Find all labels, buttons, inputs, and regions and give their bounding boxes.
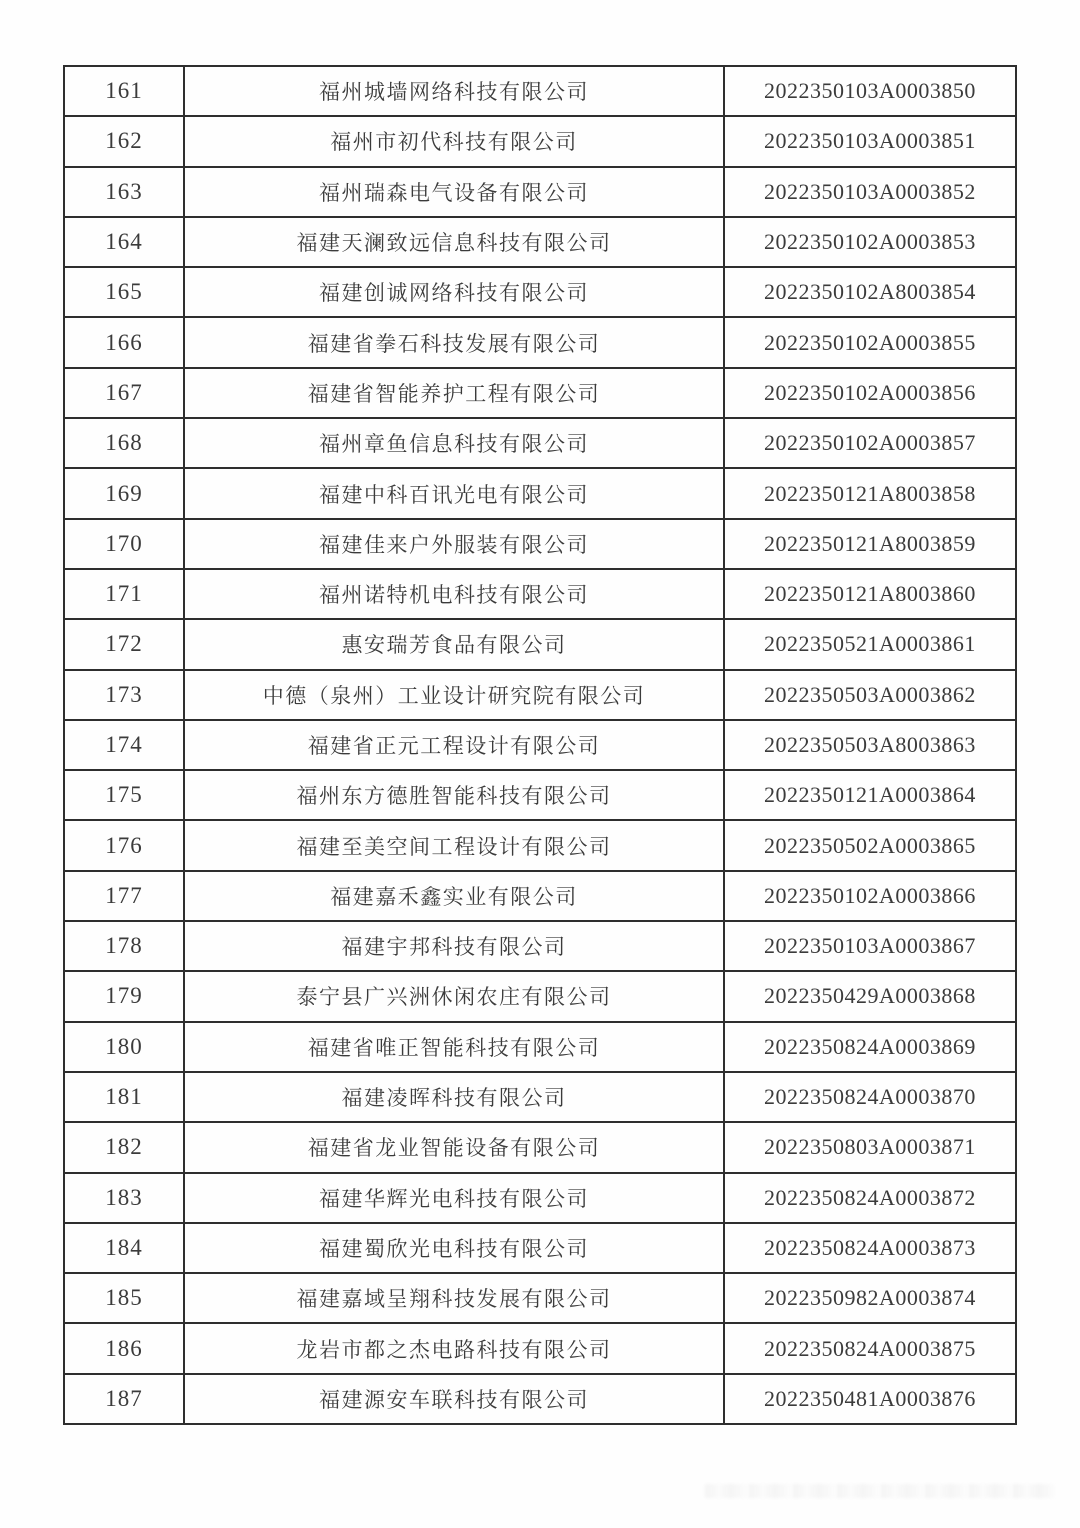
company-name-cell: 福建省智能养护工程有限公司: [184, 368, 724, 418]
company-name-cell: 福建天澜致远信息科技有限公司: [184, 217, 724, 267]
row-number-cell: 186: [64, 1323, 184, 1373]
company-name-cell: 福州市初代科技有限公司: [184, 116, 724, 166]
table-row: [64, 368, 1016, 418]
table-row: [64, 217, 1016, 267]
registration-code-cell: 2022350824A0003870: [724, 1072, 1016, 1122]
row-number-cell: 184: [64, 1223, 184, 1273]
row-number-cell: 182: [64, 1122, 184, 1172]
company-name-cell: 福建至美空间工程设计有限公司: [184, 820, 724, 870]
company-name-cell: 福州诺特机电科技有限公司: [184, 569, 724, 619]
company-name-cell: 福建凌晖科技有限公司: [184, 1072, 724, 1122]
table-row: [64, 1072, 1016, 1122]
registration-code-cell: 2022350824A0003873: [724, 1223, 1016, 1273]
row-number-cell: 187: [64, 1374, 184, 1424]
company-name-cell: 福建省龙业智能设备有限公司: [184, 1122, 724, 1172]
registration-code-cell: 2022350121A8003858: [724, 468, 1016, 518]
row-number-cell: 179: [64, 971, 184, 1021]
registration-code-cell: 2022350102A0003866: [724, 871, 1016, 921]
registration-code-cell: 2022350521A0003861: [724, 619, 1016, 669]
company-name-cell: 龙岩市都之杰电路科技有限公司: [184, 1323, 724, 1373]
company-name-cell: 福建省唯正智能科技有限公司: [184, 1022, 724, 1072]
row-number-cell: 185: [64, 1273, 184, 1323]
registration-code-cell: 2022350803A0003871: [724, 1122, 1016, 1172]
company-name-cell: 福建源安车联科技有限公司: [184, 1374, 724, 1424]
table-row: [64, 820, 1016, 870]
table-row: [64, 770, 1016, 820]
row-number-cell: 174: [64, 720, 184, 770]
company-name-cell: 中德（泉州）工业设计研究院有限公司: [184, 670, 724, 720]
registration-code-cell: 2022350824A0003872: [724, 1173, 1016, 1223]
registration-code-cell: 2022350502A0003865: [724, 820, 1016, 870]
row-number-cell: 171: [64, 569, 184, 619]
row-number-cell: 169: [64, 468, 184, 518]
registration-code-cell: 2022350121A8003859: [724, 519, 1016, 569]
company-name-cell: 福州城墙网络科技有限公司: [184, 66, 724, 116]
row-number-cell: 167: [64, 368, 184, 418]
registration-code-cell: 2022350824A0003869: [724, 1022, 1016, 1072]
table-row: [64, 720, 1016, 770]
company-name-cell: 福州东方德胜智能科技有限公司: [184, 770, 724, 820]
registration-code-cell: 2022350103A0003850: [724, 66, 1016, 116]
table-row: [64, 1122, 1016, 1172]
company-list-table: [63, 65, 1017, 1425]
registration-code-cell: 2022350121A8003860: [724, 569, 1016, 619]
table-row: [64, 468, 1016, 518]
company-name-cell: 福建嘉域呈翔科技发展有限公司: [184, 1273, 724, 1323]
faint-watermark: [705, 1484, 1055, 1498]
company-name-cell: 福建宇邦科技有限公司: [184, 921, 724, 971]
company-name-cell: 福建佳来户外服装有限公司: [184, 519, 724, 569]
company-name-cell: 福建省正元工程设计有限公司: [184, 720, 724, 770]
table-row: [64, 569, 1016, 619]
row-number-cell: 178: [64, 921, 184, 971]
table-body: [64, 66, 1016, 1424]
row-number-cell: 173: [64, 670, 184, 720]
row-number-cell: 172: [64, 619, 184, 669]
registration-code-cell: 2022350481A0003876: [724, 1374, 1016, 1424]
table-row: [64, 519, 1016, 569]
company-name-cell: 泰宁县广兴洲休闲农庄有限公司: [184, 971, 724, 1021]
company-name-cell: 福建嘉禾鑫实业有限公司: [184, 871, 724, 921]
table-row: [64, 1022, 1016, 1072]
registration-code-cell: 2022350103A0003852: [724, 167, 1016, 217]
company-name-cell: 福建蜀欣光电科技有限公司: [184, 1223, 724, 1273]
table-row: [64, 871, 1016, 921]
registration-code-cell: 2022350102A0003853: [724, 217, 1016, 267]
table-row: [64, 1323, 1016, 1373]
table-row: [64, 921, 1016, 971]
company-name-cell: 福州章鱼信息科技有限公司: [184, 418, 724, 468]
row-number-cell: 170: [64, 519, 184, 569]
row-number-cell: 180: [64, 1022, 184, 1072]
table-row: [64, 66, 1016, 116]
row-number-cell: 183: [64, 1173, 184, 1223]
registration-code-cell: 2022350503A0003862: [724, 670, 1016, 720]
registration-code-cell: 2022350102A0003857: [724, 418, 1016, 468]
registration-code-cell: 2022350503A8003863: [724, 720, 1016, 770]
registration-code-cell: 2022350103A0003867: [724, 921, 1016, 971]
company-name-cell: 福建中科百讯光电有限公司: [184, 468, 724, 518]
row-number-cell: 166: [64, 317, 184, 367]
row-number-cell: 164: [64, 217, 184, 267]
row-number-cell: 161: [64, 66, 184, 116]
table-row: [64, 1273, 1016, 1323]
registration-code-cell: 2022350824A0003875: [724, 1323, 1016, 1373]
row-number-cell: 168: [64, 418, 184, 468]
company-name-cell: 福州瑞森电气设备有限公司: [184, 167, 724, 217]
row-number-cell: 177: [64, 871, 184, 921]
registration-code-cell: 2022350102A0003855: [724, 317, 1016, 367]
table-row: [64, 418, 1016, 468]
table-row: [64, 1173, 1016, 1223]
registration-code-cell: 2022350429A0003868: [724, 971, 1016, 1021]
table-row: [64, 317, 1016, 367]
registration-code-cell: 2022350982A0003874: [724, 1273, 1016, 1323]
registration-code-cell: 2022350103A0003851: [724, 116, 1016, 166]
registration-code-cell: 2022350102A0003856: [724, 368, 1016, 418]
table-row: [64, 619, 1016, 669]
row-number-cell: 163: [64, 167, 184, 217]
row-number-cell: 162: [64, 116, 184, 166]
row-number-cell: 176: [64, 820, 184, 870]
registration-code-cell: 2022350102A8003854: [724, 267, 1016, 317]
company-name-cell: 福建华辉光电科技有限公司: [184, 1173, 724, 1223]
table-row: [64, 267, 1016, 317]
table-row: [64, 167, 1016, 217]
table-row: [64, 971, 1016, 1021]
row-number-cell: 181: [64, 1072, 184, 1122]
row-number-cell: 165: [64, 267, 184, 317]
table-row: [64, 116, 1016, 166]
registration-code-cell: 2022350121A0003864: [724, 770, 1016, 820]
company-name-cell: 惠安瑞芳食品有限公司: [184, 619, 724, 669]
row-number-cell: 175: [64, 770, 184, 820]
table-row: [64, 1374, 1016, 1424]
company-name-cell: 福建创诚网络科技有限公司: [184, 267, 724, 317]
company-name-cell: 福建省拳石科技发展有限公司: [184, 317, 724, 367]
table-row: [64, 1223, 1016, 1273]
table-row: [64, 670, 1016, 720]
